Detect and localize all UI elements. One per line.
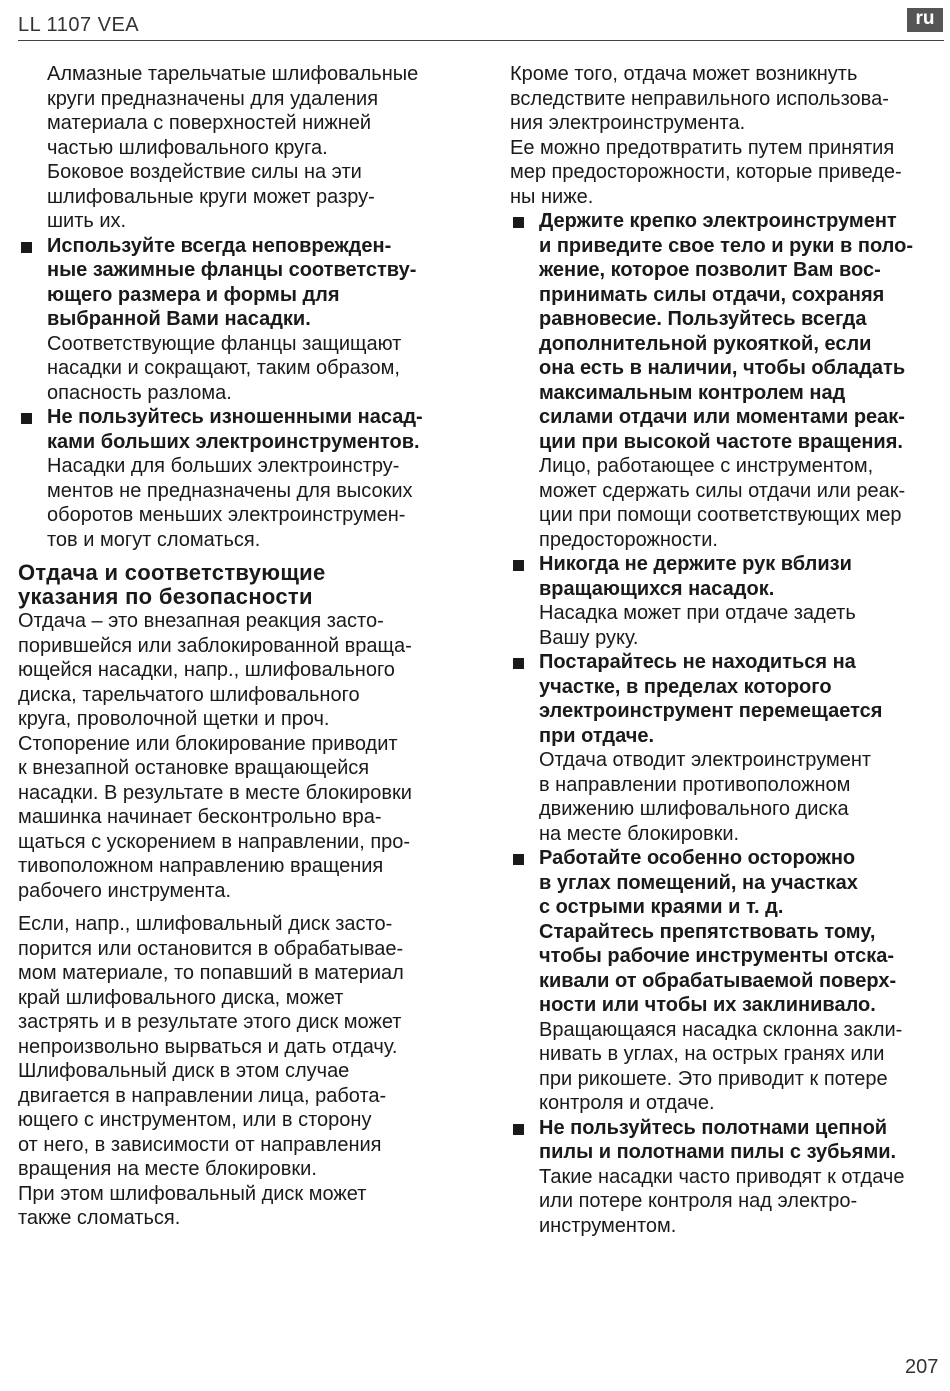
intro-paragraph [18,62,458,234]
intro-line: ния электроинструмента. [510,112,746,134]
bullet-bold-line: при отдаче. [539,724,655,747]
bullet-text-line: ментов не предназначены для высоких [47,479,413,502]
bullet-bold-line: Работайте особенно осторожно [539,847,856,869]
body-line: порившейся или заблокированной враща- [18,634,412,657]
heading-line: указания по безопасности [18,584,313,609]
bullet-bold-line: участке, в пределах которого [539,675,832,698]
body-line: Шлифовальный диск в этом случае [18,1060,350,1082]
body-line: машинка начинает бесконтрольно вра- [18,806,382,828]
bullet-bold-line: вращающихся насадок. [539,577,775,600]
heading-line: Отдача и соответствующие [18,560,326,585]
bullet-explanation [510,748,946,846]
intro-line: круги предназначены для удаления [47,87,379,110]
bullet-bold-line: ющего размера и формы для [47,283,340,306]
body-line: тивоположном направлению вращения [18,855,384,877]
bullet-warning [18,405,458,454]
body-line: край шлифовального диска, может [18,986,344,1009]
bullet-text-line: Насадка может при отдаче задеть [539,602,856,624]
intro-line: вследствите неправильного использова- [510,87,889,110]
safety-bullet-item [18,405,458,552]
bullet-bold-line: ками больших электроинструментов. [47,430,420,453]
bullet-warning [510,846,946,1018]
bullet-text-line: нивать в углах, на острых гранях или [539,1043,885,1065]
body-line: ющего с инструментом, или в сторону [18,1109,372,1131]
bullet-text-line: Такие насадки часто приводят к отдаче [539,1165,905,1188]
body-line: Отдача – это внезапная реакция засто- [18,610,384,632]
bullet-text-line: Вашу руку. [539,626,639,649]
body-line: непроизвольно вырваться и дать отдачу. [18,1035,398,1058]
bullet-bold-line: ные зажимные фланцы соответству- [47,259,417,281]
bullet-bold-line: равновесие. Пользуйтесь всегда [539,308,867,330]
page-number: 207 [905,1356,939,1378]
body-line: насадки. В результате в месте блокировки [18,781,412,804]
square-bullet-icon [513,1124,524,1135]
intro-line: мер предосторожности, которые приведе- [510,161,902,183]
model-number: LL 1107 VEA [18,14,140,36]
intro-line: Боковое воздействие силы на эти [47,161,362,183]
bullet-bold-line: Старайтесь препятствовать тому, [539,920,876,943]
bullet-bold-line: в углах помещений, на участках [539,871,858,894]
bullet-bold-line: ции при высокой частоте вращения. [539,430,903,453]
body-line: рабочего инструмента. [18,879,232,902]
section-heading [18,561,458,609]
body-line: круга, проволочной щетки и проч. [18,708,330,730]
paragraph-spacer [18,903,458,912]
bullet-bold-line: жение, которое позволит Вам вос- [539,259,881,281]
body-line: двигается в направлении лица, работа- [18,1084,387,1107]
bullet-bold-line: Держите крепко электроинструмент [539,210,897,232]
bullet-explanation [510,1018,946,1116]
safety-bullet-item [18,234,458,406]
bullet-explanation [510,601,946,650]
bullet-bold-line: выбранной Вами насадки. [47,308,311,330]
bullet-bold-line: кивали от обрабатываемой поверх- [539,969,897,992]
bullet-bold-line: Не пользуйтесь изношенными насад- [47,406,423,428]
bullet-text-line: Насадки для больших электроинстру- [47,455,400,477]
bullet-explanation [510,1165,946,1239]
intro-paragraph [510,62,946,209]
bullet-warning [18,234,458,332]
bullet-text-line: предосторожности. [539,528,718,551]
bullet-explanation [510,454,946,552]
bullet-bold-line: пилы и полотнами пилы с зубьями. [539,1141,897,1163]
intro-line: частью шлифовального круга. [47,136,328,159]
left-column [18,62,458,1231]
bullet-bold-line: максимальным контролем над [539,381,846,404]
bullet-bold-line: силами отдачи или моментами реак- [539,406,905,428]
bullet-warning [510,650,946,748]
bullet-warning [510,1116,946,1165]
square-bullet-icon [513,560,524,571]
square-bullet-icon [513,217,524,228]
bullet-warning [510,552,946,601]
body-line: диска, тарельчатого шлифовального [18,683,360,706]
bullet-text-line: может сдержать силы отдачи или реак- [539,479,906,502]
bullet-bold-line: Никогда не держите рук вблизи [539,553,852,575]
bullet-bold-line: она есть в наличии, чтобы обладать [539,357,906,379]
intro-line: Ее можно предотвратить путем принятия [510,136,895,159]
intro-line: Кроме того, отдача может возникнуть [510,63,858,85]
body-line: При этом шлифовальный диск может [18,1182,367,1205]
intro-line: ны ниже. [510,185,594,208]
safety-bullet-item [510,209,946,552]
bullet-bold-line: принимать силы отдачи, сохраняя [539,283,885,306]
body-paragraph [18,609,458,903]
bullet-text-line: оборотов меньших электроинструмен- [47,504,406,526]
body-line: к внезапной остановке вращающейся [18,757,370,779]
safety-bullet-item [510,846,946,1116]
bullet-bold-line: дополнительной рукояткой, если [539,332,872,355]
bullet-warning [510,209,946,454]
body-paragraph [18,912,458,1231]
bullet-bold-line: с острыми краями и т. д. [539,896,784,918]
intro-line: Алмазные тарельчатые шлифовальные [47,63,419,85]
bullet-text-line: на месте блокировки. [539,822,740,845]
body-line: застрять и в результате этого диск может [18,1011,402,1033]
bullet-text-line: Соответствующие фланцы защищают [47,332,402,355]
bullet-bold-line: Постарайтесь не находиться на [539,651,856,673]
header-divider [18,40,944,41]
intro-line: материала с поверхностей нижней [47,112,372,134]
language-badge: ru [907,8,943,32]
bullet-text-line: или потере контроля над электро- [539,1190,858,1212]
bullet-bold-line: Не пользуйтесь полотнами цепной [539,1116,888,1139]
intro-line: шлифовальные круги может разру- [47,185,375,208]
body-line: порится или остановится в обрабатывае- [18,937,404,960]
bullet-text-line: тов и могут сломаться. [47,528,261,551]
bullet-bold-line: электроинструмент перемещается [539,700,883,722]
square-bullet-icon [513,854,524,865]
square-bullet-icon [21,413,32,424]
bullet-text-line: контроля и отдаче. [539,1092,715,1114]
bullet-bold-line: и приведите свое тело и руки в поло- [539,234,914,257]
bullet-text-line: опасность разлома. [47,381,232,404]
body-line: мом материале, то попавший в материал [18,962,404,984]
body-line: ющейся насадки, напр., шлифовального [18,659,395,681]
square-bullet-icon [513,658,524,669]
bullet-text-line: ции при помощи соответствующих мер [539,504,902,526]
bullet-text-line: в направлении противоположном [539,773,851,796]
square-bullet-icon [21,242,32,253]
safety-bullet-item [510,650,946,846]
bullet-text-line: Отдача отводит электроинструмент [539,749,872,771]
bullet-bold-line: Используйте всегда неповрежден- [47,234,392,257]
bullet-text-line: насадки и сокращают, таким образом, [47,357,400,379]
bullet-bold-line: ности или чтобы их заклинивало. [539,994,876,1016]
body-line: от него, в зависимости от направления [18,1133,382,1156]
body-line: щаться с ускорением в направлении, про- [18,830,411,853]
bullet-text-line: Лицо, работающее с инструментом, [539,455,874,477]
right-column [510,62,946,1238]
bullet-bold-line: чтобы рабочие инструменты отска- [539,945,895,967]
safety-bullet-item [510,552,946,650]
bullet-text-line: Вращающаяся насадка склонна закли- [539,1018,903,1041]
body-line: вращения на месте блокировки. [18,1158,317,1180]
bullet-explanation [18,454,458,552]
safety-bullet-item [510,1116,946,1239]
bullet-text-line: инструментом. [539,1214,677,1237]
bullet-explanation [18,332,458,406]
body-line: Стопорение или блокирование приводит [18,732,398,755]
body-line: также сломаться. [18,1207,181,1229]
intro-line: шить их. [47,210,127,232]
body-line: Если, напр., шлифовальный диск засто- [18,913,393,935]
bullet-text-line: движению шлифовального диска [539,798,849,820]
bullet-text-line: при рикошете. Это приводит к потере [539,1067,888,1090]
